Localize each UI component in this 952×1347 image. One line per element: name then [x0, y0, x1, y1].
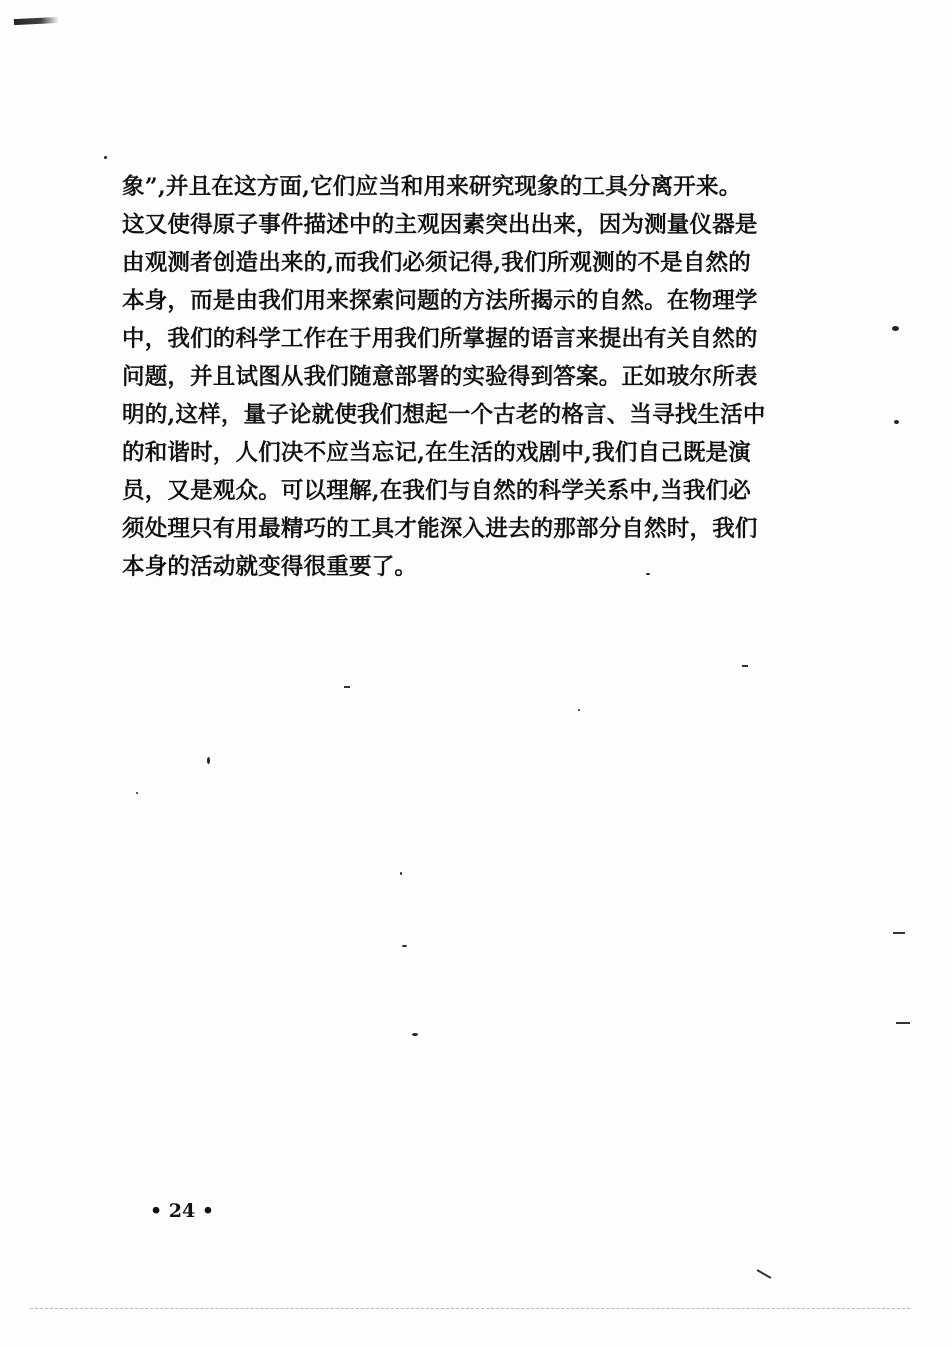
text-line: 员，又是观众。可以理解,在我们与自然的科学关系中,当我们必 — [122, 478, 751, 504]
page-number: • 24 • — [150, 1200, 214, 1222]
scan-speck — [136, 792, 138, 794]
scan-artifact-dash — [757, 1269, 772, 1279]
text-line: 中，我们的科学工作在于用我们所掌握的语言来提出有关自然的 — [122, 326, 758, 352]
text-line: 本身的活动就变得很重要了。 — [122, 554, 418, 580]
text-line: 须处理只有用最精巧的工具才能深入进去的那部分自然时，我们 — [122, 516, 758, 542]
scan-speck — [400, 872, 402, 875]
scan-speck — [892, 326, 899, 331]
scan-artifact-dash — [893, 932, 905, 934]
text-line: 明的,这样，量子论就使我们想起一个古老的格言、当寻找生活中 — [122, 402, 766, 428]
text-line: 象”,并且在这方面,它们应当和用来研究现象的工具分离开来。 — [122, 174, 742, 200]
scan-speck — [894, 420, 899, 424]
text-line: 由观测者创造出来的,而我们必须记得,我们所观测的不是自然的 — [122, 250, 751, 276]
scan-speck — [104, 156, 107, 159]
text-line: 问题，并且试图从我们随意部署的实验得到答案。正如玻尔所表 — [122, 364, 758, 390]
scan-speck — [578, 709, 580, 711]
scan-speck — [412, 1033, 418, 1036]
scan-artifact-dash — [344, 686, 350, 688]
scan-artifact-mark — [14, 17, 59, 25]
scan-artifact-dash — [742, 665, 748, 667]
scan-artifact-dash — [896, 1022, 910, 1024]
scan-speck — [207, 757, 210, 764]
text-line: 本身，而是由我们用来探索问题的方法所揭示的自然。在物理学 — [122, 288, 758, 314]
scan-bottom-edge — [30, 1308, 910, 1310]
body-paragraph — [122, 168, 812, 586]
scan-speck — [402, 945, 407, 947]
scan-speck — [646, 573, 650, 575]
text-line: 这又使得原子事件描述中的主观因素突出出来，因为测量仪器是 — [122, 212, 758, 238]
text-line: 的和谐时，人们决不应当忘记,在生活的戏剧中,我们自己既是演 — [122, 440, 751, 466]
